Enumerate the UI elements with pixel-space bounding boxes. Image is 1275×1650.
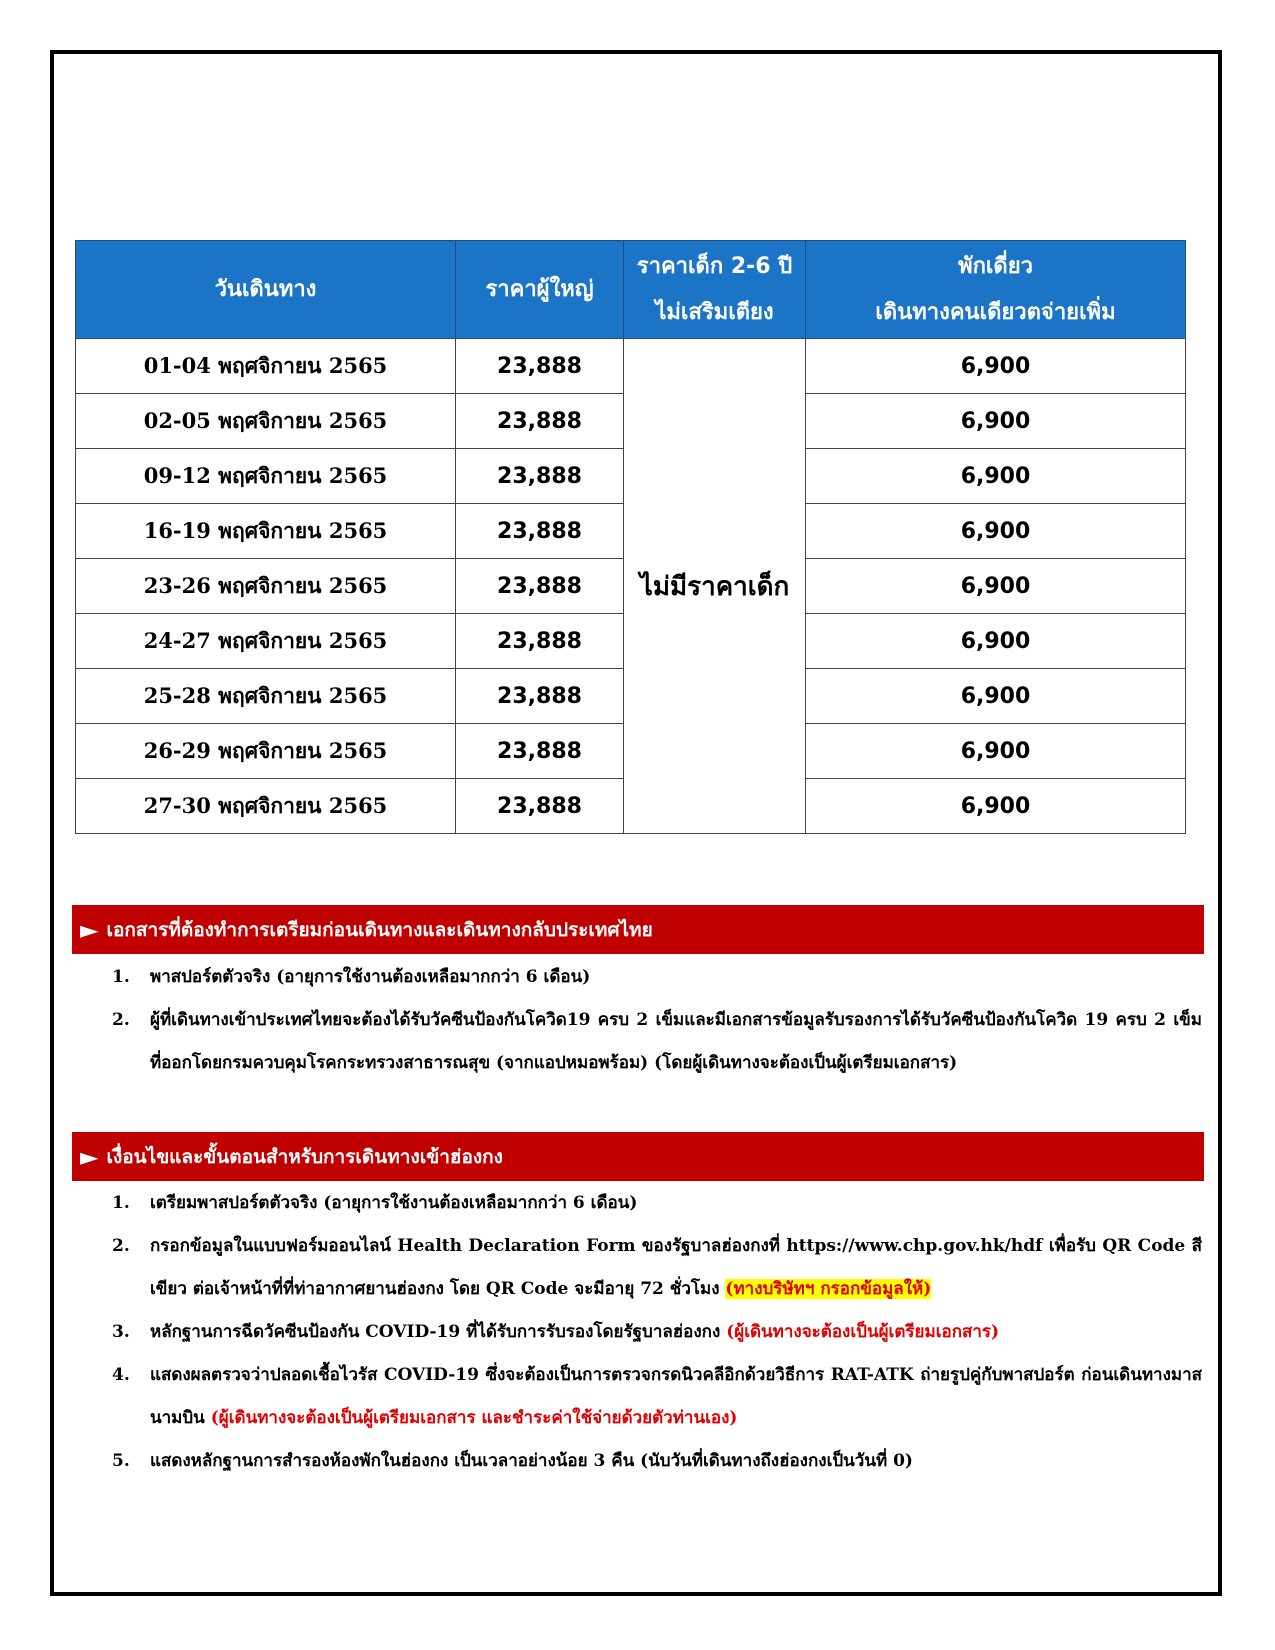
adult-price: 23,888 — [456, 614, 624, 669]
travel-date: 25-28 พฤศจิกายน 2565 — [76, 669, 456, 724]
adult-price: 23,888 — [456, 504, 624, 559]
travel-date: 24-27 พฤศจิกายน 2565 — [76, 614, 456, 669]
travel-date: 27-30 พฤศจิกายน 2565 — [76, 779, 456, 834]
single-supplement: 6,900 — [806, 559, 1186, 614]
header-single-line2: เดินทางคนเดียวตจ่ายเพิ่ม — [875, 299, 1116, 325]
single-supplement: 6,900 — [806, 724, 1186, 779]
red-note: (ผู้เดินทางจะต้องเป็นผู้เตรียมเอกสาร) — [726, 1322, 1000, 1342]
adult-price: 23,888 — [456, 724, 624, 779]
arrow-right-icon: ► — [80, 1142, 99, 1171]
list-text: แสดงหลักฐานการสำรองห้องพักในฮ่องกง เป็นเวลาอย่างน้อย 3 คืน (นับวันที่เดินทางถึงฮ่องกงเป็นวันที่ 0) — [150, 1451, 913, 1471]
adult-price: 23,888 — [456, 779, 624, 834]
list-number: 3. — [112, 1322, 130, 1342]
travel-date: 26-29 พฤศจิกายน 2565 — [76, 724, 456, 779]
arrow-right-icon: ► — [80, 915, 99, 944]
list-text: พาสปอร์ตตัวจริง (อายุการใช้งานต้องเหลือมากกว่า 6 เดือน) — [150, 967, 591, 987]
section-hongkong-header — [72, 1132, 1204, 1181]
single-supplement: 6,900 — [806, 669, 1186, 724]
header-single-supplement — [806, 241, 1186, 339]
section-documents-header — [72, 905, 1204, 954]
section-hongkong-title: เงื่อนไขและขั้นตอนสำหรับการเดินทางเข้าฮ่องกง — [106, 1145, 503, 1168]
single-supplement: 6,900 — [806, 394, 1186, 449]
travel-date: 09-12 พฤศจิกายน 2565 — [76, 449, 456, 504]
header-adult-price: ราคาผู้ใหญ่ — [456, 241, 624, 339]
price-table-header — [76, 241, 1186, 339]
single-supplement: 6,900 — [806, 614, 1186, 669]
list-item — [112, 1182, 1202, 1225]
list-text-wrap — [150, 1354, 1202, 1440]
list-text: เตรียมพาสปอร์ตตัวจริง (อายุการใช้งานต้องเหลือมากกว่า 6 เดือน) — [150, 1193, 638, 1213]
list-number: 4. — [112, 1365, 130, 1385]
list-number: 1. — [112, 967, 130, 987]
price-table — [75, 240, 1186, 834]
travel-date: 01-04 พฤศจิกายน 2565 — [76, 339, 456, 394]
list-number: 2. — [112, 1236, 130, 1256]
list-number: 5. — [112, 1451, 130, 1471]
list-item — [112, 999, 1202, 1085]
section-documents-title: เอกสารที่ต้องทำการเตรียมก่อนเดินทางและเดินทางกลับประเทศไทย — [106, 918, 653, 941]
header-single-line1: พักเดี่ยว — [958, 253, 1033, 279]
list-text-wrap — [150, 1225, 1202, 1311]
list-text: ผู้ที่เดินทางเข้าประเทศไทยจะต้องได้รับวัคซีนป้องกันโควิด19 ครบ 2 เข็มและมีเอกสารข้อมูลรับรองการได้รับวัคซีนป้องกันโควิด 19 ครบ 2 เข็ม ที่ออกโดยกรมควบคุมโรคกระทรวงสาธารณสุข (จากแอปหมอพร้อม) (โดยผู้เดินทางจะต้องเป็นผู้เตรียมเอกสาร) — [150, 1010, 1202, 1073]
adult-price: 23,888 — [456, 449, 624, 504]
header-date: วันเดินทาง — [76, 241, 456, 339]
single-supplement: 6,900 — [806, 504, 1186, 559]
header-child-line1: ราคาเด็ก 2-6 ปี — [636, 253, 793, 279]
single-supplement: 6,900 — [806, 779, 1186, 834]
list-text: หลักฐานการฉีดวัคซีนป้องกัน COVID-19 ที่ได้รับการรับรองโดยรัฐบาลฮ่องกง — [150, 1322, 727, 1342]
child-price-note: ไม่มีราคาเด็ก — [624, 339, 806, 834]
list-text: แสดงผลตรวจว่าปลอดเชื้อไวรัส COVID-19 ซึ่งจะต้องเป็นการตรวจกรดนิวคลีอิกด้วยวิธีการ RAT-ATK ถ่ายรูปคู่กับพาสปอร์ต ก่อนเดินทางมาสนามบิน — [150, 1365, 1202, 1428]
list-item — [112, 1225, 1202, 1311]
adult-price: 23,888 — [456, 394, 624, 449]
table-row — [76, 339, 1186, 394]
list-item — [112, 1440, 1202, 1483]
travel-date: 02-05 พฤศจิกายน 2565 — [76, 394, 456, 449]
list-item — [112, 1354, 1202, 1440]
list-item — [112, 956, 1202, 999]
list-text-wrap — [150, 1311, 1202, 1354]
list-number: 1. — [112, 1193, 130, 1213]
adult-price: 23,888 — [456, 669, 624, 724]
hongkong-steps-list — [112, 1182, 1202, 1483]
header-child-line2: ไม่เสริมเตียง — [655, 299, 774, 325]
list-item — [112, 1311, 1202, 1354]
single-supplement: 6,900 — [806, 339, 1186, 394]
list-text-wrap — [150, 1182, 1202, 1225]
header-child-price — [624, 241, 806, 339]
list-text: กรอกข้อมูลในแบบฟอร์มออนไลน์ Health Declaration Form ของรัฐบาลฮ่องกงที่ https://www.chp.gov.hk/hdf เพื่อรับ QR Code สีเขียว ต่อเจ้าหน้าที่ที่ท่าอากาศยานฮ่องกง โดย QR Code จะมีอายุ 72 ชั่วโมง — [150, 1236, 1202, 1299]
travel-date: 23-26 พฤศจิกายน 2565 — [76, 559, 456, 614]
list-text-wrap — [150, 1440, 1202, 1483]
documents-list — [112, 956, 1202, 1085]
adult-price: 23,888 — [456, 339, 624, 394]
adult-price: 23,888 — [456, 559, 624, 614]
red-note: (ผู้เดินทางจะต้องเป็นผู้เตรียมเอกสาร และชำระค่าใช้จ่ายด้วยตัวท่านเอง) — [210, 1408, 738, 1428]
travel-date: 16-19 พฤศจิกายน 2565 — [76, 504, 456, 559]
list-number: 2. — [112, 1010, 130, 1030]
single-supplement: 6,900 — [806, 449, 1186, 504]
highlighted-note: (ทางบริษัทฯ กรอกข้อมูลให้) — [725, 1279, 932, 1299]
